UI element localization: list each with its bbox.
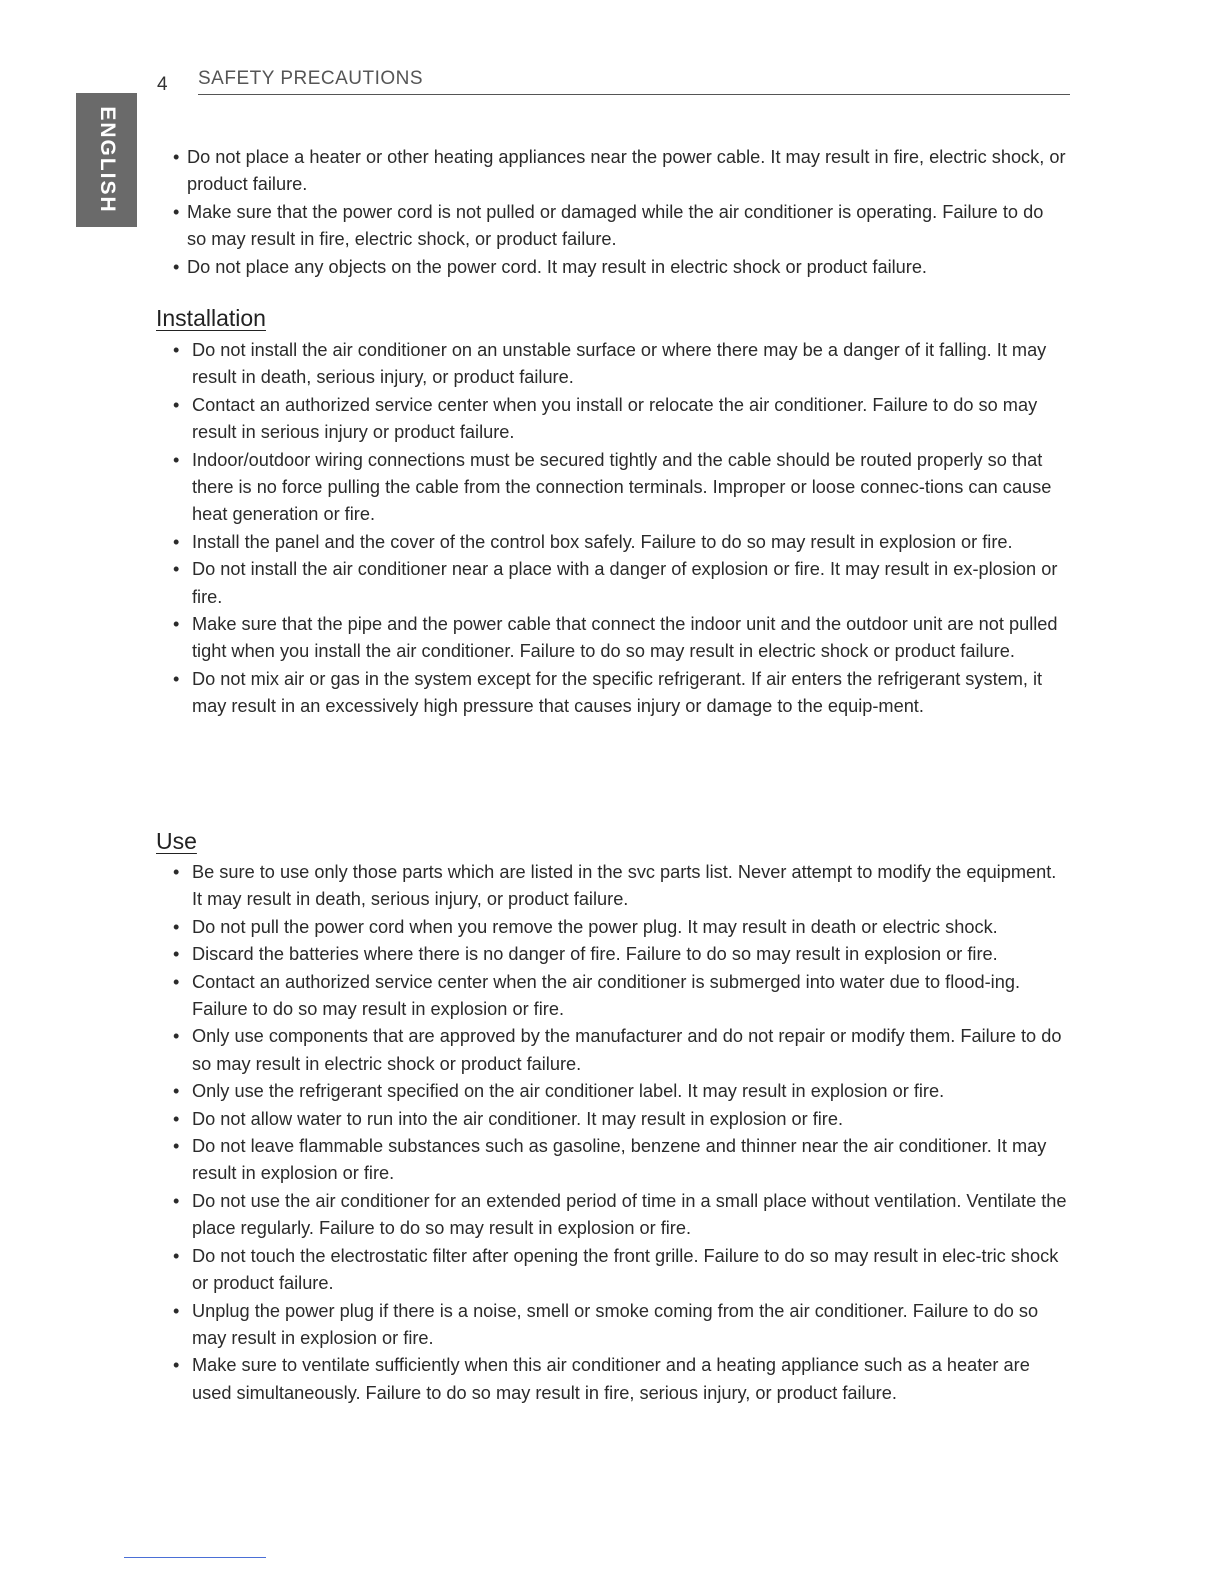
language-side-tab bbox=[76, 93, 137, 227]
page-header-title: SAFETY PRECAUTIONS bbox=[198, 68, 424, 89]
list-item: • Do not leave flammable substances such as gasoline, benzene and thinner near the air conditioner. It may result in explosion or fire. bbox=[192, 1133, 1070, 1188]
language-tab-label: ENGLISH bbox=[95, 106, 119, 214]
installation-heading: Installation bbox=[156, 305, 266, 331]
use-heading: Use bbox=[156, 828, 197, 854]
list-item: • Do not place any objects on the power cord. It may result in electric shock or product failure. bbox=[187, 254, 1067, 281]
list-item: • Make sure that the power cord is not pulled or damaged while the air conditioner is operating. Failure to do so may result in fire, electric shock, or product failure. bbox=[187, 199, 1067, 254]
list-item: • Only use components that are approved by the manufacturer and do not repair or modify them. Failure to do so may result in electric shock or product failure. bbox=[192, 1023, 1070, 1078]
use-list bbox=[192, 859, 1070, 1407]
page-number: 4 bbox=[157, 74, 168, 95]
installation-list bbox=[192, 337, 1070, 721]
list-item: • Do not pull the power cord when you remove the power plug. It may result in death or electric shock. bbox=[192, 914, 1070, 941]
footer-link-underline bbox=[124, 1557, 266, 1558]
intro-list bbox=[187, 144, 1067, 281]
list-item: • Indoor/outdoor wiring connections must be secured tightly and the cable should be routed properly so that there is no force pulling the cable from the connection terminals. Improper or loose connec-tions can cause heat generation or fire. bbox=[192, 447, 1070, 529]
list-item: • Install the panel and the cover of the control box safely. Failure to do so may result in explosion or fire. bbox=[192, 529, 1070, 556]
list-item: • Make sure that the pipe and the power cable that connect the indoor unit and the outdoor unit are not pulled tight when you install the air conditioner. Failure to do so may result in electric shock or product failure. bbox=[192, 611, 1070, 666]
list-item: • Contact an authorized service center when the air conditioner is submerged into water due to flood-ing. Failure to do so may result in explosion or fire. bbox=[192, 969, 1070, 1024]
list-item: • Unplug the power plug if there is a noise, smell or smoke coming from the air conditioner. Failure to do so may result in explosion or fire. bbox=[192, 1298, 1070, 1353]
list-item: • Be sure to use only those parts which are listed in the svc parts list. Never attempt to modify the equipment. It may result in death, serious injury, or product failure. bbox=[192, 859, 1070, 914]
list-item: • Only use the refrigerant specified on the air conditioner label. It may result in explosion or fire. bbox=[192, 1078, 1070, 1105]
list-item: • Do not touch the electrostatic filter after opening the front grille. Failure to do so may result in elec-tric shock or product failure. bbox=[192, 1243, 1070, 1298]
list-item: • Do not allow water to run into the air conditioner. It may result in explosion or fire. bbox=[192, 1106, 1070, 1133]
list-item: • Contact an authorized service center when you install or relocate the air conditioner. Failure to do so may result in serious injury or product failure. bbox=[192, 392, 1070, 447]
list-item: • Do not use the air conditioner for an extended period of time in a small place without ventilation. Ventilate the place regularly. Failure to do so may result in explosion or fire. bbox=[192, 1188, 1070, 1243]
list-item: • Do not place a heater or other heating appliances near the power cable. It may result in fire, electric shock, or product failure. bbox=[187, 144, 1067, 199]
list-item: • Discard the batteries where there is no danger of fire. Failure to do so may result in explosion or fire. bbox=[192, 941, 1070, 968]
list-item: • Do not install the air conditioner on an unstable surface or where there may be a danger of it falling. It may result in death, serious injury, or product failure. bbox=[192, 337, 1070, 392]
list-item: • Do not mix air or gas in the system except for the specific refrigerant. If air enters the refrigerant system, it may result in an excessively high pressure that causes injury or damage to the equip-ment. bbox=[192, 666, 1070, 721]
list-item: • Make sure to ventilate sufficiently when this air conditioner and a heating appliance such as a heater are used simultaneously. Failure to do so may result in fire, serious injury, or product failure. bbox=[192, 1352, 1070, 1407]
header-divider bbox=[198, 94, 1070, 95]
list-item: • Do not install the air conditioner near a place with a danger of explosion or fire. It may result in ex-plosion or fire. bbox=[192, 556, 1070, 611]
